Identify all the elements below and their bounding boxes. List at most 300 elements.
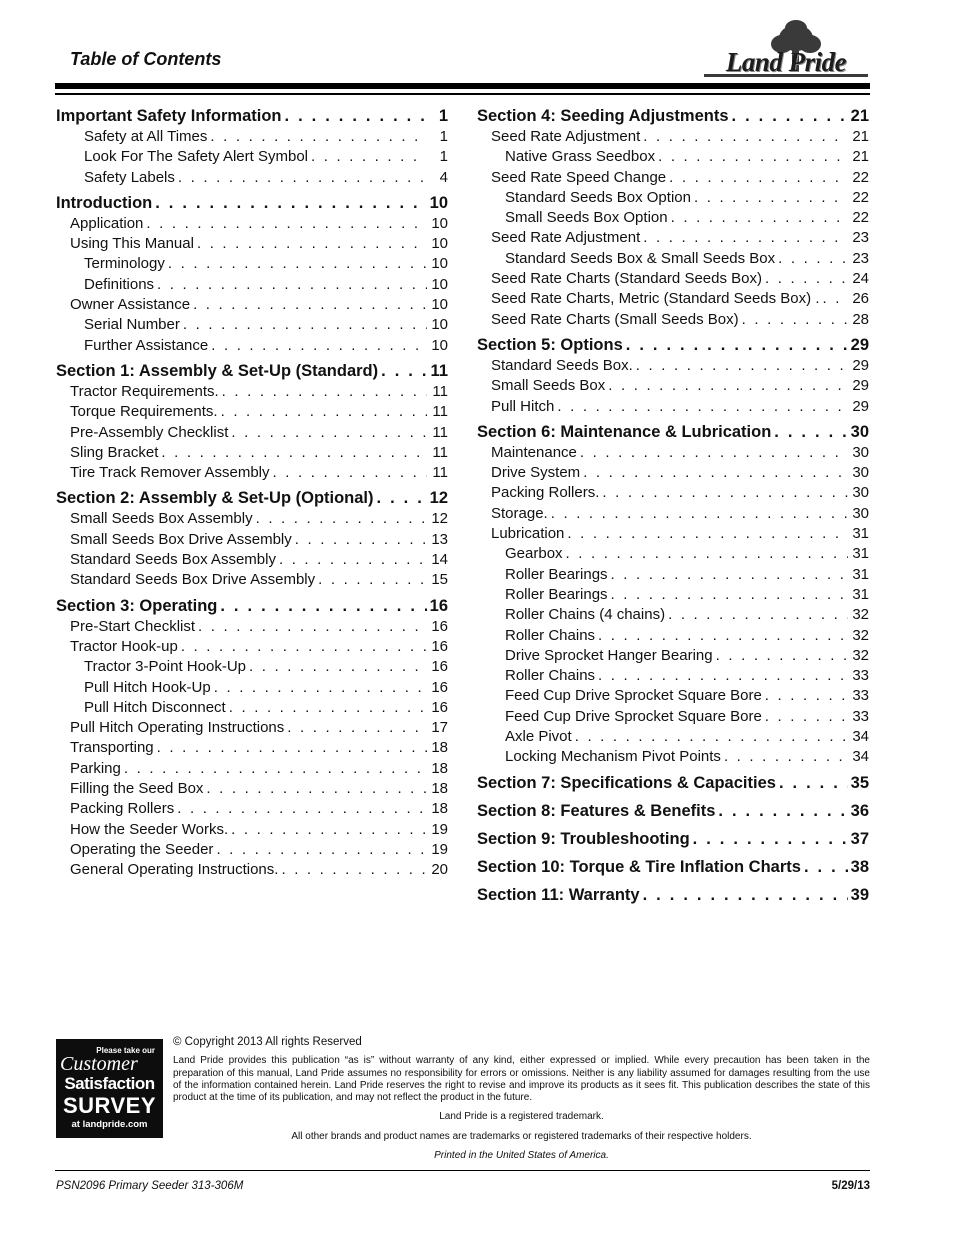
toc-entry[interactable] (56, 840, 448, 860)
toc-entry-leader (598, 666, 848, 686)
toc-entry[interactable] (477, 666, 869, 686)
toc-entry-title: Seed Rate Speed Change (491, 168, 667, 186)
toc-entry-page: 32 (852, 606, 869, 624)
toc-entry[interactable] (477, 289, 869, 309)
toc-entry-title: Section 6: Maintenance & Lubrication (477, 422, 772, 441)
toc-entry[interactable] (56, 820, 448, 840)
toc-entry[interactable] (477, 334, 869, 356)
toc-entry-title: Drive Sprocket Hanger Bearing (505, 646, 713, 664)
toc-entry[interactable] (477, 376, 869, 396)
toc-entry-title: Small Seeds Box Assembly (70, 510, 253, 528)
toc-entry-page: 10 (431, 316, 448, 334)
toc-entry-leader (287, 718, 427, 738)
toc-entry-page: 23 (852, 229, 869, 247)
toc-entry-title: Pre-Start Checklist (70, 617, 196, 635)
toc-entry-leader (765, 686, 848, 706)
toc-entry-page: 22 (852, 188, 869, 206)
toc-entry-title: Roller Bearings (505, 565, 608, 583)
toc-entry-page: 21 (850, 107, 869, 125)
toc-entry-page: 11 (430, 361, 448, 380)
toc-entry[interactable] (477, 646, 869, 666)
toc-entry-page: 14 (431, 551, 448, 569)
toc-entry-title: Small Seeds Box Option (505, 209, 668, 227)
toc-entry-leader (765, 269, 848, 289)
toc-entry[interactable] (477, 188, 869, 208)
toc-entry-page: 31 (852, 545, 869, 563)
toc-entry[interactable] (56, 423, 448, 443)
toc-entry-page: 10 (429, 193, 448, 212)
toc-entry-leader (214, 678, 427, 698)
toc-entry-page: 11 (432, 382, 448, 400)
toc-entry[interactable] (56, 360, 448, 382)
toc-entry-title: Application (70, 214, 144, 232)
toc-entry-page: 33 (852, 667, 869, 685)
toc-entry-leader (611, 565, 848, 585)
toc-entry[interactable] (477, 772, 869, 794)
toc-entry-page: 17 (431, 719, 448, 737)
toc-entry-page: 35 (850, 773, 869, 792)
toc-entry[interactable] (477, 565, 869, 585)
toc-entry[interactable] (56, 738, 448, 758)
toc-entry-title: Packing Rollers (70, 800, 175, 818)
toc-entry-title: Section 11: Warranty (477, 885, 640, 904)
toc-entry[interactable] (56, 779, 448, 799)
toc-entry-title: Torque Requirements. (70, 403, 218, 421)
toc-entry[interactable] (477, 168, 869, 188)
toc-entry-page: 18 (431, 739, 448, 757)
toc-entry-page: 37 (850, 829, 869, 848)
toc-entry-page: 21 (852, 148, 869, 166)
toc-entry-leader (583, 463, 848, 483)
toc-entry-page: 22 (852, 168, 869, 186)
toc-entry-title: Section 10: Torque & Tire Inflation Charts (477, 857, 801, 876)
disclaimer-text: Land Pride provides this publication “as is” without warranty of any kind, either expressed or implied. While every precaution has been taken in the preparation of this manual, Land Pride assumes no responsibility for errors or omissions. Neither is any liability assumed for damages resulting from the use of the information contained herein. Land Pride reserves the right to revise and improve its products as it sees fit. This publication describes the state of this product at the time of its publication, and may not reflect the product in the future. (173, 1055, 870, 1104)
toc-entry[interactable] (56, 718, 448, 738)
toc-entry-page: 29 (850, 335, 869, 354)
toc-entry-leader (774, 421, 847, 443)
toc-entry-page: 30 (852, 464, 869, 482)
toc-entry-leader (643, 884, 848, 906)
toc-entry-leader (183, 315, 427, 335)
toc-entry-page: 24 (852, 270, 869, 288)
toc-entry-page: 18 (431, 780, 448, 798)
toc-entry[interactable] (477, 828, 869, 850)
survey-line-5: at landpride.com (71, 1119, 148, 1130)
toc-entry-leader (281, 860, 427, 880)
toc-entry[interactable] (477, 269, 869, 289)
toc-entry-leader (636, 356, 848, 376)
toc-entry[interactable] (56, 678, 448, 698)
toc-entry-title: Look For The Safety Alert Symbol (84, 148, 308, 166)
toc-entry-title: Native Grass Seedbox (505, 148, 656, 166)
toc-entry-title: Pull Hitch Disconnect (84, 698, 226, 716)
toc-entry-page: 11 (432, 403, 448, 421)
toc-entry-leader (626, 334, 848, 356)
toc-entry-page: 31 (852, 585, 869, 603)
toc-entry-page: 11 (432, 423, 448, 441)
toc-entry-page: 21 (852, 128, 869, 145)
toc-entry-leader (779, 772, 848, 794)
footer-date: 5/29/13 (831, 1180, 870, 1192)
toc-entry-leader (611, 585, 848, 605)
toc-entry-leader (804, 856, 848, 878)
toc-entry-title: Using This Manual (70, 235, 194, 253)
toc-entry[interactable] (56, 463, 448, 483)
toc-entry-leader (198, 617, 427, 637)
toc-entry-leader (231, 820, 427, 840)
toc-entry-page: 31 (852, 525, 869, 543)
toc-entry[interactable] (477, 504, 869, 524)
toc-entry-title: Seed Rate Charts (Standard Seeds Box) (491, 270, 762, 288)
toc-entry-leader (551, 504, 848, 524)
toc-entry-leader (765, 707, 848, 727)
toc-entry-title: Filling the Seed Box (70, 780, 204, 798)
toc-entry-page: 19 (431, 840, 448, 858)
toc-entry-title: Safety Labels (84, 168, 175, 186)
toc-entry-title: Terminology (84, 255, 165, 273)
toc-entry-title: Gearbox (505, 545, 563, 563)
survey-line-4: SURVEY (62, 1093, 157, 1118)
toc-entry[interactable] (56, 657, 448, 677)
toc-entry-page: 10 (431, 296, 448, 314)
toc-entry-title: Locking Mechanism Pivot Points (505, 748, 721, 766)
toc-entry[interactable] (477, 463, 869, 483)
toc-entry[interactable] (477, 727, 869, 747)
toc-entry-page: 30 (852, 484, 869, 502)
toc-entry-leader (668, 605, 848, 625)
toc-left-column (56, 105, 448, 881)
toc-entry-title: Safety at All Times (84, 128, 208, 145)
toc-entry-title: Small Seeds Box Drive Assembly (70, 530, 292, 548)
toc-entry-title: Standard Seeds Box & Small Seeds Box (505, 249, 776, 267)
toc-entry-page: 39 (850, 885, 869, 904)
toc-entry-title: Section 5: Options (477, 335, 623, 354)
toc-entry[interactable] (56, 550, 448, 570)
toc-entry[interactable] (477, 443, 869, 463)
toc-entry-page: 12 (431, 510, 448, 528)
toc-entry-leader (778, 249, 848, 269)
toc-entry[interactable] (56, 637, 448, 657)
toc-entry[interactable] (477, 127, 869, 147)
toc-entry-leader (694, 188, 848, 208)
header-rule-thick (55, 83, 870, 89)
toc-entry-title: Standard Seeds Box Assembly (70, 551, 276, 569)
toc-entry-page: 23 (852, 249, 869, 267)
toc-entry-leader (210, 127, 427, 147)
toc-entry-page: 13 (431, 530, 448, 548)
toc-entry-page: 30 (852, 504, 869, 522)
toc-entry[interactable] (477, 310, 869, 330)
toc-entry[interactable] (56, 336, 448, 356)
toc-entry-page: 33 (852, 707, 869, 725)
toc-entry-title: Roller Bearings (505, 585, 608, 603)
toc-entry[interactable] (477, 605, 869, 625)
toc-entry-title: Seed Rate Adjustment (491, 128, 641, 145)
toc-entry[interactable] (477, 884, 869, 906)
toc-entry-page: 16 (431, 698, 448, 716)
toc-entry[interactable] (56, 698, 448, 718)
toc-entry-page: 34 (852, 748, 869, 766)
toc-entry[interactable] (56, 860, 448, 880)
toc-entry-leader (211, 336, 427, 356)
printed-text: Printed in the United States of America. (434, 1150, 609, 1162)
toc-entry-title: Section 2: Assembly & Set-Up (Optional) (56, 489, 374, 508)
toc-entry[interactable] (477, 483, 869, 503)
toc-entry-title: Important Safety Information (56, 107, 282, 125)
toc-entry-leader (566, 544, 848, 564)
toc-entry-page: 10 (431, 275, 448, 293)
toc-entry-page: 15 (431, 571, 448, 589)
toc-entry-leader (285, 105, 427, 127)
toc-entry[interactable] (56, 295, 448, 315)
toc-entry-title: Seed Rate Adjustment (491, 229, 641, 247)
toc-entry[interactable] (56, 315, 448, 335)
toc-entry-title: Owner Assistance (70, 296, 191, 314)
toc-entry-title: Small Seeds Box (491, 377, 606, 395)
legal-notice (173, 1036, 870, 1169)
toc-entry-page: 18 (431, 800, 448, 818)
toc-entry-page: 34 (852, 728, 869, 746)
toc-entry-page: 29 (852, 397, 869, 415)
toc-entry-page: 1 (438, 107, 448, 125)
toc-entry[interactable] (56, 234, 448, 254)
toc-entry-leader (557, 397, 848, 417)
toc-entry[interactable] (56, 799, 448, 819)
toc-entry[interactable] (56, 192, 448, 214)
toc-entry-leader (724, 747, 848, 767)
toc-entry[interactable] (56, 214, 448, 234)
toc-entry-leader (318, 570, 427, 590)
toc-entry-page: 29 (852, 377, 869, 395)
toc-entry-leader (197, 234, 427, 254)
toc-entry[interactable] (477, 856, 869, 878)
toc-entry[interactable] (56, 168, 448, 188)
toc-entry-title: Tire Track Remover Assembly (70, 464, 270, 482)
footer-rule (55, 1170, 870, 1171)
toc-entry-title: Feed Cup Drive Sprocket Square Bore (505, 707, 762, 725)
toc-entry-leader (220, 595, 426, 617)
toc-entry[interactable] (56, 570, 448, 590)
toc-entry-leader (181, 637, 427, 657)
toc-entry-leader (693, 828, 848, 850)
toc-entry[interactable] (56, 617, 448, 637)
toc-entry[interactable] (477, 421, 869, 443)
toc-entry-page: 31 (852, 565, 869, 583)
toc-entry[interactable] (477, 208, 869, 228)
toc-entry-title: Standard Seeds Box Option (505, 188, 691, 206)
toc-entry-leader (206, 779, 427, 799)
toc-entry-leader (256, 509, 427, 529)
toc-entry-leader (178, 168, 427, 188)
toc-entry-title: Section 3: Operating (56, 596, 218, 615)
toc-entry-leader (567, 524, 848, 544)
toc-entry-leader (229, 698, 427, 718)
toc-entry-leader (575, 727, 848, 747)
toc-entry-title: Section 1: Assembly & Set-Up (Standard) (56, 361, 379, 380)
toc-entry-leader (273, 463, 428, 483)
toc-entry[interactable] (477, 747, 869, 767)
toc-entry-title: Sling Bracket (70, 443, 159, 461)
toc-entry-page: 16 (431, 678, 448, 696)
toc-entry-page: 33 (852, 687, 869, 705)
toc-entry-page: 16 (431, 617, 448, 635)
toc-entry-title: Section 7: Specifications & Capacities (477, 773, 776, 792)
toc-entry[interactable] (477, 524, 869, 544)
toc-entry-leader (643, 228, 848, 248)
toc-entry-title: Packing Rollers. (491, 484, 600, 502)
toc-entry[interactable] (56, 487, 448, 509)
toc-entry-leader (155, 192, 426, 214)
toc-entry-leader (231, 423, 427, 443)
toc-entry-leader (157, 275, 427, 295)
copyright-text: © Copyright 2013 All rights Reserved (173, 1036, 362, 1048)
toc-entry-page: 10 (431, 336, 448, 354)
toc-entry-leader (177, 799, 427, 819)
toc-entry-leader (671, 208, 848, 228)
toc-entry-title: Roller Chains (4 chains) (505, 606, 666, 624)
toc-entry-title: Pull Hitch Operating Instructions (70, 719, 285, 737)
toc-entry-leader (222, 382, 427, 402)
toc-entry-page: 11 (432, 443, 448, 461)
toc-entry-page: 20 (431, 861, 448, 879)
toc-entry-title: Serial Number (84, 316, 180, 334)
toc-entry-page: 32 (852, 646, 869, 664)
toc-entry-title: Tractor Hook-up (70, 637, 178, 655)
toc-entry-leader (381, 360, 427, 382)
toc-entry-leader (658, 147, 848, 167)
toc-entry-title: Roller Chains (505, 667, 596, 685)
toc-entry-page: 10 (431, 255, 448, 273)
toc-entry[interactable] (477, 800, 869, 822)
toc-entry-leader (279, 550, 427, 570)
toc-entry-leader (124, 759, 427, 779)
toc-entry[interactable] (56, 382, 448, 402)
toc-entry-leader (580, 443, 848, 463)
toc-entry-leader (161, 443, 427, 463)
toc-entry-title: General Operating Instructions. (70, 861, 279, 879)
toc-entry-leader (157, 738, 427, 758)
toc-entry-title: Section 8: Features & Benefits (477, 801, 716, 820)
header-rule-thin (55, 93, 870, 95)
toc-entry-title: Tractor Requirements. (70, 382, 219, 400)
toc-entry-page: 12 (429, 489, 448, 508)
toc-entry-leader (249, 657, 427, 677)
toc-entry-page: 28 (852, 310, 869, 328)
toc-entry-leader (716, 646, 848, 666)
toc-entry-page: 16 (431, 658, 448, 676)
toc-entry-title: Parking (70, 759, 121, 777)
toc-entry-leader (168, 254, 427, 274)
toc-entry-title: Roller Chains (505, 626, 596, 644)
survey-line-3: Satisfaction (64, 1074, 155, 1093)
toc-entry-leader (669, 168, 848, 188)
toc-entry-title: Section 9: Troubleshooting (477, 829, 690, 848)
toc-entry[interactable] (477, 105, 869, 127)
toc-entry[interactable] (56, 105, 448, 127)
survey-line-2: Customer (60, 1053, 138, 1075)
toc-entry[interactable] (56, 147, 448, 167)
toc-entry-page: 1 (439, 148, 448, 166)
toc-entry-title: Pre-Assembly Checklist (70, 423, 229, 441)
toc-entry-page: 19 (431, 820, 448, 838)
toc-entry-page: 22 (852, 209, 869, 227)
toc-entry[interactable] (477, 249, 869, 269)
toc-entry-title: Standard Seeds Box. (491, 356, 633, 374)
customer-survey-badge (56, 1039, 163, 1138)
toc-entry[interactable] (56, 595, 448, 617)
toc-entry-page: 4 (439, 168, 448, 186)
toc-entry-leader (742, 310, 848, 330)
toc-entry[interactable] (477, 356, 869, 376)
toc-entry[interactable] (477, 707, 869, 727)
toc-entry-title: Drive System (491, 464, 581, 482)
toc-entry[interactable] (56, 275, 448, 295)
toc-entry[interactable] (477, 544, 869, 564)
toc-entry-title: Introduction (56, 193, 153, 212)
brands-text: All other brands and product names are trademarks or registered trademarks of their respective holders. (291, 1130, 752, 1142)
toc-entry-page: 32 (852, 626, 869, 644)
toc-entry[interactable] (56, 530, 448, 550)
toc-entry[interactable] (56, 443, 448, 463)
toc-entry[interactable] (56, 127, 448, 147)
toc-entry[interactable] (477, 147, 869, 167)
toc-entry[interactable] (56, 759, 448, 779)
toc-entry[interactable] (56, 254, 448, 274)
toc-entry-page: 18 (431, 759, 448, 777)
toc-entry-page: 38 (850, 857, 869, 876)
toc-entry-leader (221, 402, 427, 422)
toc-entry-title: Standard Seeds Box Drive Assembly (70, 571, 316, 589)
toc-entry-leader (608, 376, 848, 396)
toc-entry[interactable] (56, 509, 448, 529)
toc-entry-page: 10 (431, 214, 448, 232)
toc-right-column (477, 105, 869, 906)
toc-entry-leader (732, 105, 848, 127)
toc-entry-leader (643, 127, 848, 147)
toc-entry[interactable] (477, 397, 869, 417)
toc-entry-leader (602, 483, 848, 503)
toc-entry[interactable] (56, 402, 448, 422)
toc-entry-title: Axle Pivot (505, 728, 572, 746)
page-title: Table of Contents (70, 49, 222, 69)
toc-entry-title: Operating the Seeder (70, 840, 214, 858)
toc-entry-page: 10 (431, 235, 448, 253)
toc-entry-leader (377, 487, 427, 509)
toc-entry-title: Tractor 3-Point Hook-Up (84, 658, 246, 676)
toc-entry[interactable] (477, 228, 869, 248)
toc-entry[interactable] (477, 686, 869, 706)
toc-entry-page: 30 (850, 422, 869, 441)
toc-entry[interactable] (477, 626, 869, 646)
toc-entry-page: 16 (429, 596, 448, 615)
toc-entry-title: Pull Hitch Hook-Up (84, 678, 211, 696)
toc-entry-title: Feed Cup Drive Sprocket Square Bore (505, 687, 762, 705)
toc-entry-page: 26 (852, 290, 869, 308)
toc-entry-leader (295, 530, 427, 550)
toc-entry-title: Seed Rate Charts, Metric (Standard Seeds Box) . (491, 290, 820, 308)
land-pride-logo (700, 18, 872, 82)
toc-entry-title: Transporting (70, 739, 154, 757)
toc-entry-title: Section 4: Seeding Adjustments (477, 107, 729, 125)
toc-entry-page: 29 (852, 356, 869, 374)
toc-entry-leader (598, 626, 848, 646)
toc-entry-page: 1 (439, 128, 448, 145)
toc-entry[interactable] (477, 585, 869, 605)
toc-entry-leader (822, 289, 848, 309)
survey-line-1: Please take our (96, 1046, 155, 1055)
toc-entry-page: 16 (431, 637, 448, 655)
toc-entry-leader (146, 214, 427, 234)
